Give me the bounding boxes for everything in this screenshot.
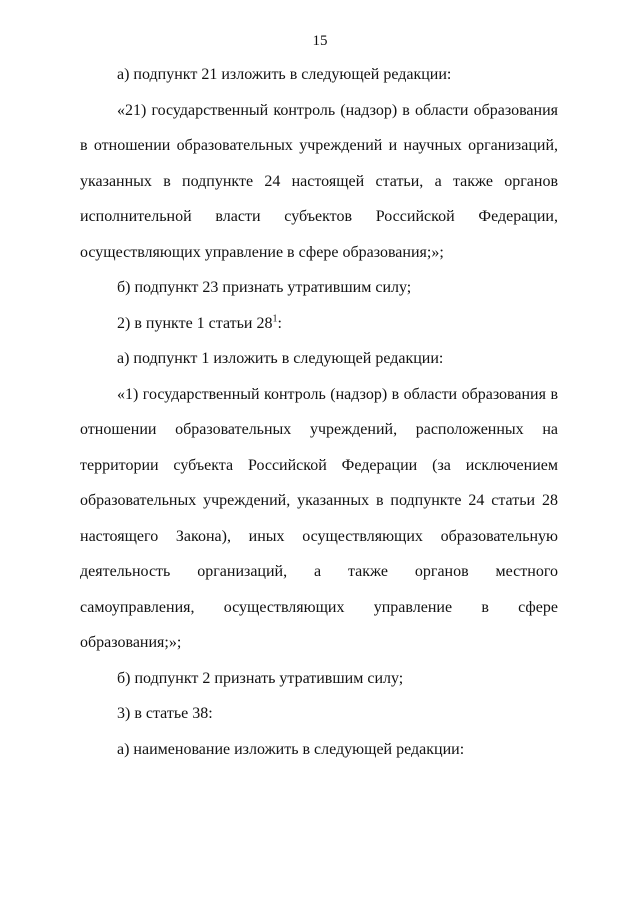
paragraph-article-28-1 — [80, 306, 558, 342]
paragraph-title-amend: а) наименование изложить в следующей редакции: — [117, 740, 465, 758]
paragraph-subpoint-21-text: «21) государственный контроль (надзор) в области образования в отношении образовательных учреждений и научных организаций, указанных в подпункте 24 настоящей статьи, а также органов исполнительной власти субъектов Российской Федерации, осуществляющих управление в сфере образования;»; — [80, 101, 558, 261]
article-28-prefix: 2) в пункте 1 статьи 28 — [117, 314, 273, 332]
page-number: 15 — [312, 33, 328, 49]
paragraph-subpoint-2-repeal: б) подпункт 2 признать утратившим силу; — [117, 669, 404, 687]
paragraph-subpoint-1-text: «1) государственный контроль (надзор) в области образования в отношении образовательных учреждений, расположенных на территории субъекта Российской Федерации (за исключением образовательных учреждений, указанных в подпункте 24 статьи 28 настоящего Закона), иных осуществляющих образовательную деятельность организаций, а также органов местного самоуправления, осуществляющих управление в сфере образования;»; — [80, 385, 558, 651]
document-body — [80, 57, 558, 767]
article-28-suffix: : — [277, 314, 282, 332]
paragraph-subpoint-23-repeal: б) подпункт 23 признать утратившим силу; — [117, 279, 412, 296]
paragraph-subpoint-1-amend: а) подпункт 1 изложить в следующей редакции: — [117, 350, 444, 367]
paragraph-subpoint-21-amend: а) подпункт 21 изложить в следующей редакции: — [117, 66, 452, 83]
paragraph-article-38: 3) в статье 38: — [117, 705, 213, 722]
article-28-superscript: 1 — [272, 313, 278, 325]
